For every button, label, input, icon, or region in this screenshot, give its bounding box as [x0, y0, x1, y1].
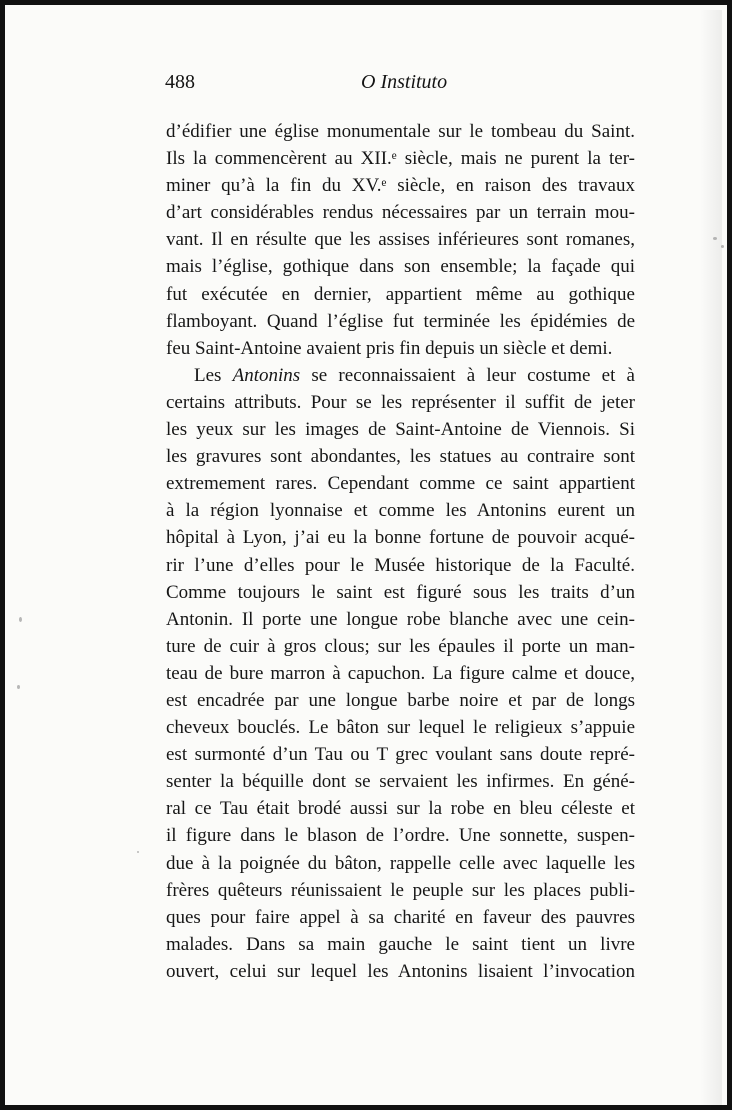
text-line: certains attributs. Pour se les représenter il suffit de jeter	[166, 391, 635, 413]
page-number: 488	[165, 71, 195, 93]
scan-speck	[19, 617, 22, 622]
italic-word: Antonins	[232, 364, 301, 386]
text-line: Ils la commencèrent au XII.ᵉ siècle, mais ne purent la ter-	[166, 148, 635, 170]
text-line: les yeux sur les images de Saint-Antoine de Viennois. Si	[166, 419, 635, 441]
text-line: Comme toujours le saint est figuré sous les traits d’un	[166, 581, 635, 603]
text-line: rir l’une d’elles pour le Musée historique de la Faculté.	[166, 554, 635, 576]
text-line: feu Saint-Antoine avaient pris fin depuis un siècle et demi.	[166, 337, 613, 359]
text-line: miner qu’à la fin du XV.ᵉ siècle, en raison des travaux	[166, 175, 635, 197]
text-line: à la région lyonnaise et comme les Antonins eurent un	[166, 500, 635, 522]
text-line: ques pour faire appel à sa charité en faveur des pauvres	[166, 906, 635, 928]
text-line: Les Antonins se reconnaissaient à leur costume et à	[194, 364, 635, 386]
text-line: senter la béquille dont se servaient les infirmes. En géné-	[166, 771, 635, 793]
text-line: mais l’église, gothique dans son ensemble; la façade qui	[166, 256, 635, 278]
text-line: hôpital à Lyon, j’ai eu la bonne fortune de pouvoir acqué-	[166, 527, 635, 549]
page-edge-shadow	[700, 10, 722, 1110]
text-line: due à la poignée du bâton, rappelle celle avec laquelle les	[166, 852, 635, 874]
body-text	[166, 118, 635, 985]
scan-speck	[713, 237, 717, 240]
text-line: teau de bure marron à capuchon. La figure calme et douce,	[166, 662, 635, 684]
text-line: il figure dans le blason de l’ordre. Une sonnette, suspen-	[166, 825, 635, 847]
text-line: est encadrée par une longue barbe noire et par de longs	[166, 689, 635, 711]
text-line: d’art considérables rendus nécessaires par un terrain mou-	[166, 202, 635, 224]
text-line: malades. Dans sa main gauche le saint tient un livre	[166, 933, 635, 955]
scan-speck	[17, 685, 20, 689]
text-line: ouvert, celui sur lequel les Antonins lisaient l’invocation	[166, 960, 635, 982]
text-line: frères quêteurs réunissaient le peuple sur les places publi-	[166, 879, 635, 901]
text-line: cheveux bouclés. Le bâton sur lequel le religieux s’appuie	[166, 717, 635, 739]
text-line: fut exécutée en dernier, appartient même au gothique	[166, 283, 635, 305]
text-line: ral ce Tau était brodé aussi sur la robe en bleu céleste et	[166, 798, 635, 820]
text-line: vant. Il en résulte que les assises inférieures sont romanes,	[166, 229, 635, 251]
text-line: est surmonté d’un Tau ou T grec voulant sans doute repré-	[166, 744, 635, 766]
text-line: ture de cuir à gros clous; sur les épaules il porte un man-	[166, 635, 635, 657]
text-line: d’édifier une église monumentale sur le tombeau du Saint.	[166, 121, 635, 142]
text-line: flamboyant. Quand l’église fut terminée les épidémies de	[166, 310, 635, 332]
text-line: les gravures sont abondantes, les statues au contraire sont	[166, 446, 635, 468]
text-line: Antonin. Il porte une longue robe blanche avec une cein-	[166, 608, 635, 630]
page-header	[165, 71, 635, 101]
running-title: O Instituto	[361, 71, 448, 93]
scan-speck	[721, 245, 724, 248]
text-line: extremement rares. Cependant comme ce saint appartient	[166, 473, 635, 495]
scan-speck	[137, 851, 139, 853]
